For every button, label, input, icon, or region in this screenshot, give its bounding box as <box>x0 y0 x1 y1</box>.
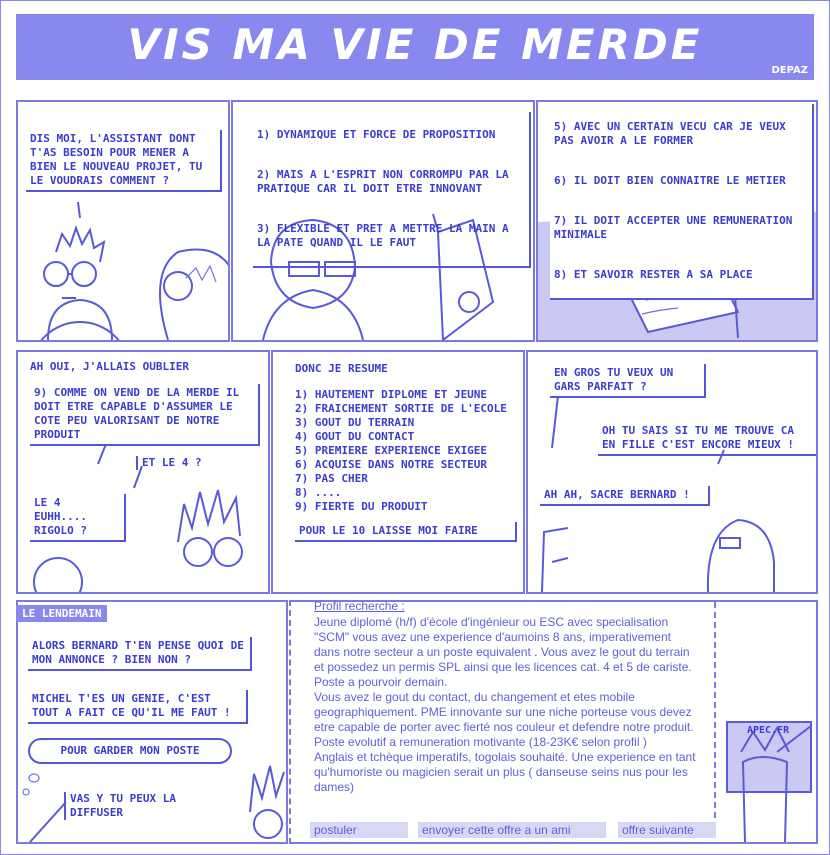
summary-list <box>295 388 521 514</box>
panel-1-2 <box>231 100 535 342</box>
speech-line-forgot: AH OUI, J'ALLAIS OUBLIER <box>30 360 189 373</box>
screen-site-label: APEC.FR <box>747 725 790 736</box>
speech-bubble-point-9: 9) COMME ON VEND DE LA MERDE IL DOIT ETRE CAPABLE D'ASSUMER LE COTE PEU VALORISANT DE NOTRE PRODUIT <box>30 384 260 446</box>
summary-outro: POUR LE 10 LAISSE MOI FAIRE <box>295 522 517 542</box>
speech-bubble-question: DIS MOI, L'ASSISTANT DONT T'AS BESOIN POUR MENER A BIEN LE NOUVEAU PROJET, TU LE VOUDRAIS COMMENT ? <box>26 130 222 192</box>
summary-intro: DONC JE RESUME <box>295 362 388 375</box>
summary-item: 3) GOUT DU TERRAIN <box>295 416 415 429</box>
comic-title: VIS MA VIE DE MERDE <box>127 20 703 69</box>
list-line: 3) FLEXIBLE ET PRET A METTRE LA MAIN A LA PATE QUAND IL LE FAUT <box>257 222 509 249</box>
speech-bubble-diffuser: VAS Y TU PEUX LA DIFFUSER <box>64 792 200 820</box>
speech-bubble-list-2 <box>550 104 814 300</box>
speech-bubble-list-1 <box>253 112 531 268</box>
panel-2-1 <box>16 350 270 594</box>
next-offer-button[interactable]: offre suivante <box>618 822 716 838</box>
list-line: 5) AVEC UN CERTAIN VECU CAR JE VEUX PAS AVOIR A LE FORMER <box>554 120 786 147</box>
panel-1-3 <box>536 100 818 342</box>
panel-2-2 <box>271 350 525 594</box>
summary-item: 6) ACQUISE DANS NOTRE SECTEUR <box>295 458 488 471</box>
title-banner <box>16 14 814 80</box>
panel-1-1 <box>16 100 230 342</box>
speech-bubble-girl: OH TU SAIS SI TU ME TROUVE CA EN FILLE C'EST ENCORE MIEUX ! <box>598 422 818 456</box>
speech-bubble-rigolo: LE 4 EUHH.... RIGOLO ? <box>30 494 126 542</box>
ad-body-text: Jeune diplomé (h/f) d'école d'ingénieur ou ESC avec specialisation "SCM" vous avez une experience d'aumoins 8 ans, imperativement dans notre secteur a un poste equivalent . Vous avez le gout du terrain et possedez un permis SPL ainsi que les licences cat. 4 et 5 de cariste. Poste a pourvoir demain. Vous avez le gout du contact, du changement et etes mobile geographiquement. PME innovante sur une niche porteuse vous devez etre capable de porter avec fierté nos couleur et defendre notre produit. Poste evolutif a remuneration motivante (18-23K€ selon profil ) Anglais et tchèque imperatifs, togolais souhaité. Une experience en tant qu'humoriste ou magicien serait un plus ( danseuse seins nus pour les dames) <box>314 615 696 794</box>
author-signature: DEPAZ <box>771 65 808 76</box>
ad-heading: Profil recherche : <box>314 599 405 613</box>
time-caption: LE LENDEMAIN <box>16 605 107 622</box>
list-line: 7) IL DOIT ACCEPTER UNE REMUNERATION MINIMALE <box>554 214 793 241</box>
summary-item: 1) HAUTEMENT DIPLOME ET JEUNE <box>295 388 488 401</box>
summary-item: 8) .... <box>295 486 342 499</box>
summary-item: 9) FIERTE DU PRODUIT <box>295 500 428 513</box>
list-line: 6) IL DOIT BIEN CONNAITRE LE METIER <box>554 174 786 187</box>
summary-item: 4) GOUT DU CONTACT <box>295 430 415 443</box>
list-line: 1) DYNAMIQUE ET FORCE DE PROPOSITION <box>257 128 496 141</box>
panel-2-3 <box>526 350 818 594</box>
speech-bubble-genie: MICHEL T'ES UN GENIE, C'EST TOUT A FAIT CE QU'IL ME FAUT ! <box>28 690 248 724</box>
speech-bubble-annonce: ALORS BERNARD T'EN PENSE QUOI DE MON ANNONCE ? BIEN NON ? <box>28 637 252 671</box>
speech-bubble-perfect-guy: EN GROS TU VEUX UN GARS PARFAIT ? <box>550 364 706 398</box>
speech-bubble-sacre-bernard: AH AH, SACRE BERNARD ! <box>540 486 710 506</box>
summary-item: 7) PAS CHER <box>295 472 368 485</box>
list-line: 2) MAIS A L'ESPRIT NON CORROMPU PAR LA PRATIQUE CAR IL DOIT ETRE INNOVANT <box>257 168 509 195</box>
summary-item: 5) PREMIERE EXPERIENCE EXIGEE <box>295 444 488 457</box>
apply-button[interactable]: postuler <box>310 822 408 838</box>
speech-bubble-and-4: ET LE 4 ? <box>136 456 222 470</box>
summary-item: 2) FRAICHEMENT SORTIE DE L'ECOLE <box>295 402 507 415</box>
thought-bubble: POUR GARDER MON POSTE <box>28 738 232 764</box>
send-to-friend-button[interactable]: envoyer cette offre a un ami <box>418 822 606 838</box>
list-line: 8) ET SAVOIR RESTER A SA PLACE <box>554 268 753 281</box>
